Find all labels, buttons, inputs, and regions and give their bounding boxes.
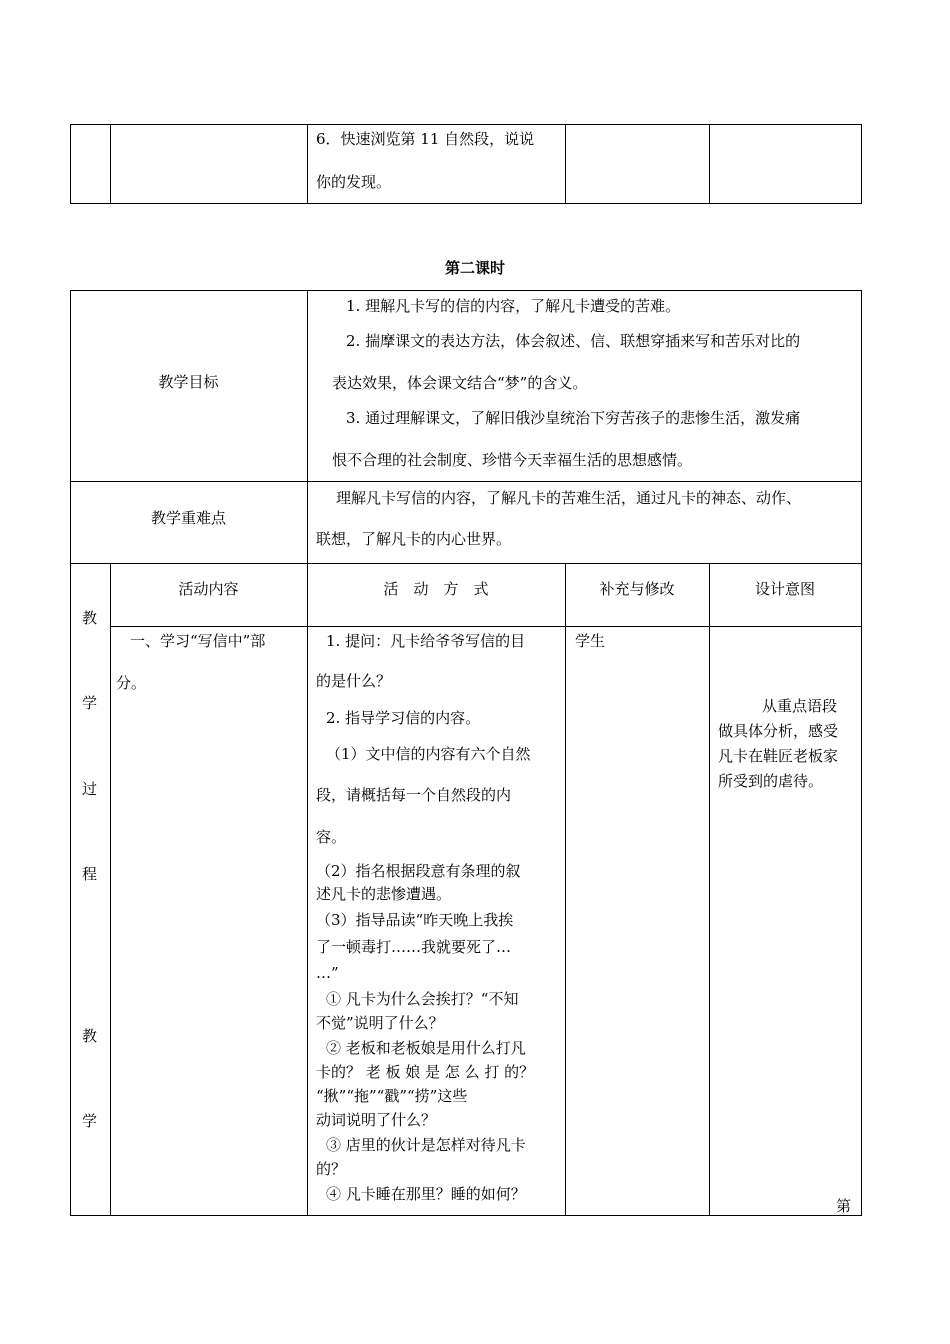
side-label-char: 过	[82, 780, 98, 798]
section-title: 第二课时	[444, 259, 505, 277]
header-content: 活动内容	[178, 580, 239, 598]
side-label-char: 学	[82, 694, 98, 712]
method-line: ② 老板和老板娘是用什么打凡	[326, 1039, 526, 1057]
intent-line: 从重点语段	[762, 697, 838, 715]
key-points-line2: 联想，了解凡卡的内心世界。	[316, 530, 512, 548]
activity-content-line2: 分。	[116, 674, 147, 692]
objective-2-line2: 表达效果，体会课文结合“梦”的含义。	[332, 374, 588, 392]
page-corner-text: 第	[836, 1197, 852, 1215]
method-line: 卡的？ 老 板 娘 是 怎 么 打 的？	[316, 1063, 535, 1081]
key-points-line1: 理解凡卡写信的内容，了解凡卡的苦难生活，通过凡卡的神态、动作、	[336, 489, 802, 507]
method-line: 2. 指导学习信的内容。	[326, 709, 481, 727]
method-line: ④ 凡卡睡在那里？睡的如何？	[326, 1185, 526, 1203]
side-label-char: 教	[82, 1027, 98, 1045]
method-line: 述凡卡的悲惨遭遇。	[316, 885, 452, 903]
intent-line: 做具体分析，感受	[718, 722, 839, 740]
objective-1: 1. 理解凡卡写的信的内容，了解凡卡遭受的苦难。	[346, 297, 681, 315]
activity-content-line1: 一、学习“写信中”部	[130, 632, 266, 650]
method-line: （3）指导品读“昨天晚上我挨	[316, 911, 514, 929]
header-method: 活 动 方 式	[383, 580, 489, 598]
method-line: 了一顿毒打……我就要死了…	[316, 938, 512, 956]
objective-2-line1: 2. 揣摩课文的表达方法，体会叙述、信、联想穿插来写和苦乐对比的	[346, 332, 801, 350]
side-label-char: 程	[82, 865, 98, 883]
supplement-text: 学生	[575, 632, 606, 650]
method-line: 动词说明了什么？	[316, 1111, 437, 1129]
method-line: 段，请概括每一个自然段的内	[316, 786, 512, 804]
objectives-label: 教学目标	[158, 373, 219, 391]
key-points-label: 教学重难点	[150, 509, 226, 527]
method-line: 不觉”说明了什么？	[316, 1014, 444, 1032]
method-line: 的是什么？	[316, 672, 392, 690]
objective-3-line1: 3. 通过理解课文，了解旧俄沙皇统治下穷苦孩子的悲惨生活，激发痛	[346, 409, 801, 427]
objective-3-line2: 恨不合理的社会制度、珍惜今天幸福生活的思想感情。	[332, 451, 693, 469]
intent-line: 所受到的虐待。	[718, 772, 824, 790]
intent-line: 凡卡在鞋匠老板家	[718, 747, 839, 765]
header-supplement: 补充与修改	[599, 580, 675, 598]
method-line: 容。	[316, 828, 347, 846]
side-label-char: 学	[82, 1112, 98, 1130]
side-label-char: 教	[82, 609, 98, 627]
method-line: ① 凡卡为什么会挨打？“不知	[326, 990, 519, 1008]
top-row-text-line1: 6．快速浏览第 11 自然段，说说	[316, 130, 535, 148]
method-line: ③ 店里的伙计是怎样对待凡卡	[326, 1136, 526, 1154]
top-row-text-line2: 你的发现。	[316, 173, 392, 191]
method-line: 1. 提问：凡卡给爷爷写信的目	[326, 632, 526, 650]
header-intent: 设计意图	[754, 580, 815, 598]
method-line: …”	[316, 964, 339, 982]
method-line: （1）文中信的内容有六个自然	[326, 745, 531, 763]
method-line: （2）指名根据段意有条理的叙	[316, 862, 521, 880]
method-line: 的？	[316, 1160, 347, 1178]
method-line: “揪”“拖”“戳”“捞”这些	[316, 1087, 468, 1105]
